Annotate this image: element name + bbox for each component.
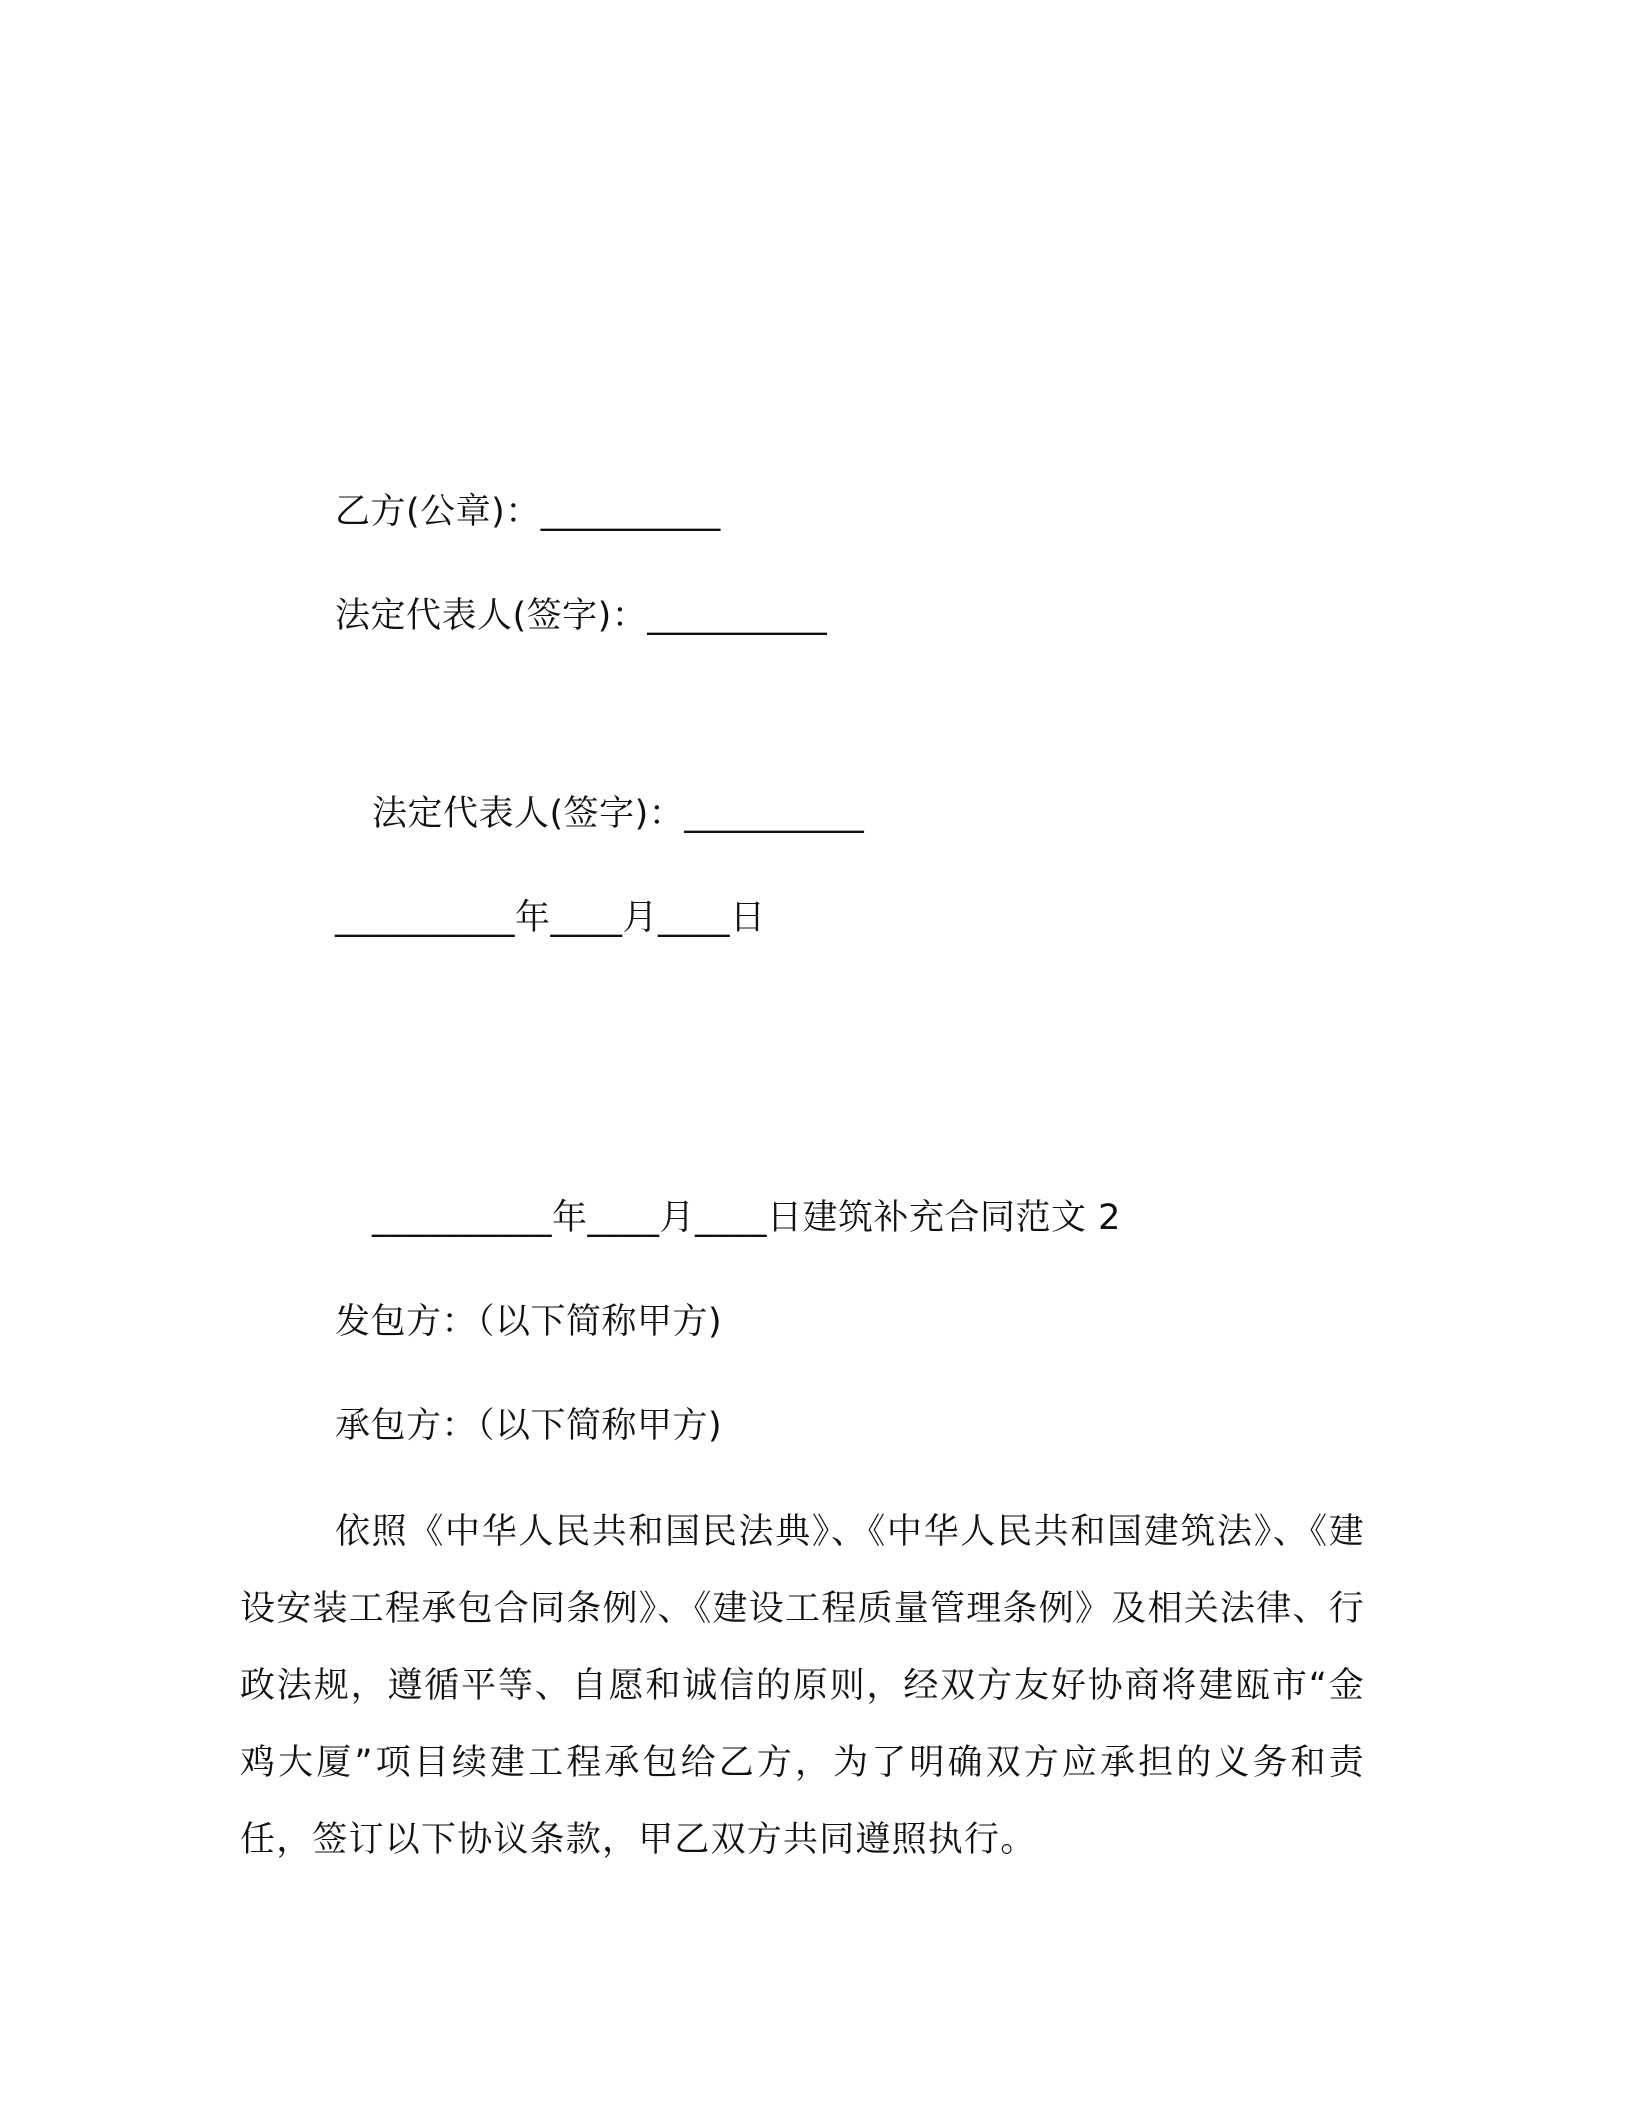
body-paragraph: 依照《中华人民共和国民法典》、《中华人民共和国建筑法》、《建设安装工程承包合同条例》、《建设工程质量管理条例》及相关法律、行政法规，遵循平等、自愿和诚信的原则，经双方友好协商将建瓯市“金鸡大厦”项目续建工程承包给乙方，为了明确双方应承担的义务和责任，签订以下协议条款，甲乙双方共同遵照执行。 [240,1512,1365,1860]
contractor-line: 承包方：（以下简称甲方) [335,1406,723,1446]
date-line: __________年____月____日 [335,898,766,938]
legal-representative-signature-line: 法定代表人(签字)：__________ [335,596,828,636]
employer-line: 发包方：（以下简称甲方) [335,1302,723,1342]
legal-representative-signature-line-2: 法定代表人(签字)：__________ [372,794,865,834]
party-b-seal-line: 乙方(公章)：__________ [335,492,721,532]
section-title: __________年____月____日建筑补充合同范文 2 [372,1198,1121,1238]
